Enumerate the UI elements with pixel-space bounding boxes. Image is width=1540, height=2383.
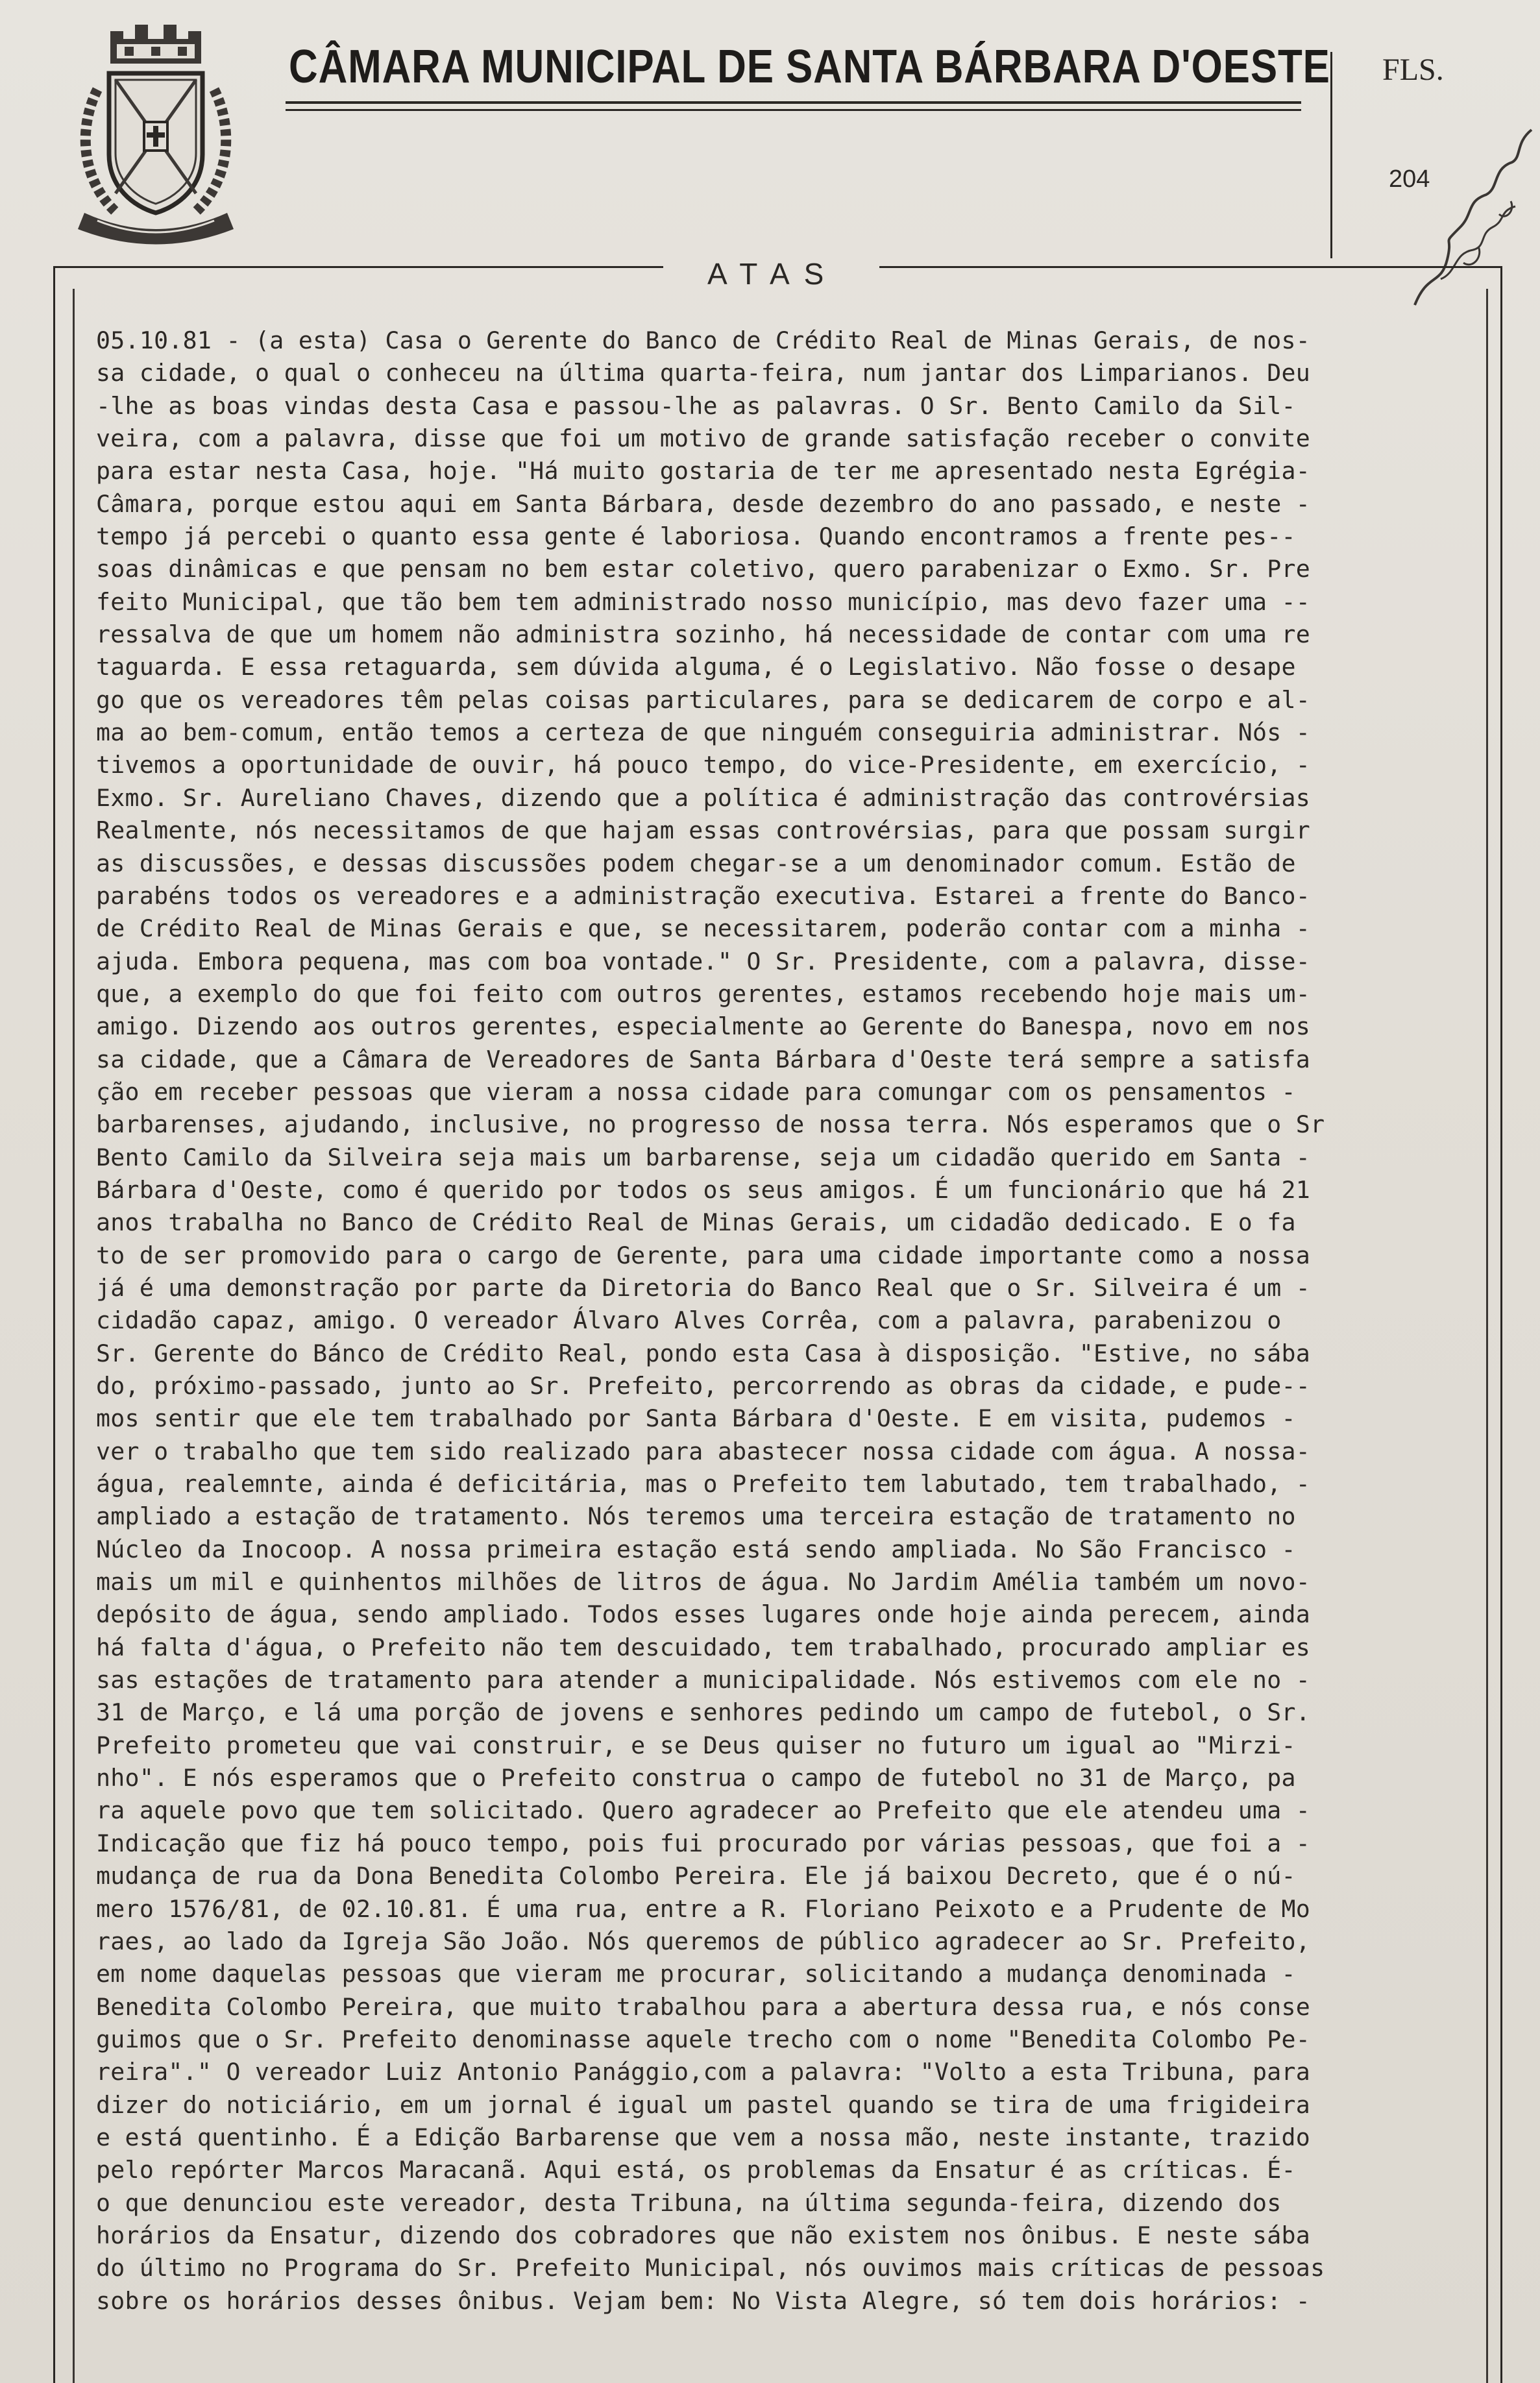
text-line: feito Municipal, que tão bem tem administrado nosso município, mas devo fazer uma -- [96,587,1311,616]
handwritten-signature [1402,123,1538,318]
folio-label: FLS. [1382,53,1444,87]
text-line: Exmo. Sr. Aureliano Chaves, dizendo que a política é administração das controvérsias [96,783,1311,812]
text-line: pelo repórter Marcos Maracanã. Aqui está, os problemas da Ensatur é as críticas. É- [96,2156,1296,2184]
text-line: 05.10.81 - (a esta) Casa o Gerente do Banco de Crédito Real de Minas Gerais, de nos- [96,326,1311,354]
text-line: Bento Camilo da Silveira seja mais um barbarense, seja um cidadão querido em Santa - [96,1143,1311,1171]
text-line: amigo. Dizendo aos outros gerentes, especialmente ao Gerente do Banespa, novo em nos [96,1012,1311,1041]
text-line: sa cidade, que a Câmara de Vereadores de Santa Bárbara d'Oeste terá sempre a satisfa [96,1045,1311,1073]
text-line: ampliado a estação de tratamento. Nós teremos uma terceira estação de tratamento no [96,1502,1296,1531]
frame-border [53,266,663,268]
text-line: go que os vereadores têm pelas coisas particulares, para se dedicarem de corpo e al- [96,685,1311,714]
text-line: horários da Ensatur, dizendo dos cobradores que não existem nos ônibus. E neste sába [96,2221,1311,2249]
frame-border [879,266,1502,268]
text-line: Benedita Colombo Pereira, que muito trabalhou para a abertura dessa rua, e nós conse [96,1992,1311,2021]
title-rule [286,109,1301,111]
text-line: Câmara, porque estou aqui em Santa Bárbara, desde dezembro do ano passado, e neste - [96,489,1311,518]
title-rule [286,101,1301,104]
text-line: mos sentir que ele tem trabalhado por Santa Bárbara d'Oeste. E em visita, pudemos - [96,1404,1296,1433]
folio-divider [1330,52,1332,258]
text-line: o que denunciou este vereador, desta Tribuna, na última segunda-feira, dizendo dos [96,2188,1282,2217]
text-line: anos trabalha no Banco de Crédito Real de Minas Gerais, um cidadão dedicado. E o fa [96,1208,1296,1237]
text-line: já é uma demonstração por parte da Diretoria do Banco Real que o Sr. Silveira é um - [96,1273,1311,1302]
text-line: de Crédito Real de Minas Gerais e que, se necessitarem, poderão contar com a minha - [96,914,1311,943]
text-line: do último no Programa do Sr. Prefeito Municipal, nós ouvimos mais críticas de pessoas [96,2254,1325,2282]
text-line: veira, com a palavra, disse que foi um motivo de grande satisfação receber o convite [96,424,1311,453]
text-line: mais um mil e quinhentos milhões de litros de água. No Jardim Amélia também um novo- [96,1568,1311,1596]
text-line: do, próximo-passado, junto ao Sr. Prefeito, percorrendo as obras da cidade, e pude-- [96,1372,1311,1400]
text-line: Indicação que fiz há pouco tempo, pois fui procurado por várias pessoas, que foi a - [96,1829,1311,1857]
folio-number: 204 [1389,165,1430,193]
text-line: sobre os horários desses ônibus. Vejam bem: No Vista Alegre, só tem dois horários: - [96,2286,1311,2315]
minutes-text [96,324,1511,2317]
text-line: ma ao bem-comum, então temos a certeza de que ninguém conseguiria administrar. Nós - [96,718,1311,747]
text-line: ajuda. Embora pequena, mas com boa vontade." O Sr. Presidente, com a palavra, disse- [96,947,1311,975]
margin-line [73,289,75,2383]
text-line: tivemos a oportunidade de ouvir, há pouco tempo, do vice-Presidente, em exercício, - [96,751,1311,779]
text-line: parabéns todos os vereadores e a administração executiva. Estarei a frente do Banco- [96,881,1311,910]
text-line: depósito de água, sendo ampliado. Todos esses lugares onde hoje ainda perecem, ainda [96,1600,1311,1629]
text-line: água, realemnte, ainda é deficitária, mas o Prefeito tem labutado, tem trabalhado, - [96,1470,1311,1498]
text-line: e está quentinho. É a Edição Barbarense que vem a nossa mão, neste instante, trazido [96,2123,1311,2151]
text-line: cidadão capaz, amigo. O vereador Álvaro Alves Corrêa, com a palavra, parabenizou o [96,1306,1282,1335]
text-line: Núcleo da Inocoop. A nossa primeira estação está sendo ampliada. No São Francisco - [96,1535,1296,1563]
text-line: ra aquele povo que tem solicitado. Quero agradecer ao Prefeito que ele atendeu uma - [96,1796,1311,1825]
text-line: ver o trabalho que tem sido realizado para abastecer nossa cidade com água. A nossa- [96,1437,1311,1465]
text-line: sa cidade, o qual o conheceu na última quarta-feira, num jantar dos Limparianos. Deu [96,359,1311,387]
text-line: tempo já percebi o quanto essa gente é laboriosa. Quando encontramos a frente pes-- [96,522,1296,551]
municipal-crest-icon [71,18,240,252]
text-line: há falta d'água, o Prefeito não tem descuidado, tem trabalhado, procurado ampliar es [96,1633,1311,1661]
text-line: que, a exemplo do que foi feito com outros gerentes, estamos recebendo hoje mais um- [96,979,1311,1008]
text-line: Sr. Gerente do Bánco de Crédito Real, pondo esta Casa à disposição. "Estive, no sába [96,1339,1311,1367]
text-line: mudança de rua da Dona Benedita Colombo Pereira. Ele já baixou Decreto, que é o nú- [96,1862,1296,1890]
text-line: raes, ao lado da Igreja São João. Nós queremos de público agradecer ao Sr. Prefeito, [96,1927,1311,1955]
text-line: Realmente, nós necessitamos de que hajam essas controvérsias, para que possam surgir [96,816,1311,845]
text-line: taguarda. E essa retaguarda, sem dúvida alguma, é o Legislativo. Não fosse o desape [96,653,1296,681]
text-line: soas dinâmicas e que pensam no bem estar coletivo, quero parabenizar o Exmo. Sr. Pre [96,555,1311,583]
text-line: em nome daquelas pessoas que vieram me procurar, solicitando a mudança denominada - [96,1960,1296,1988]
text-line: ressalva de que um homem não administra sozinho, há necessidade de contar com uma re [96,620,1311,649]
text-line: to de ser promovido para o cargo de Gerente, para uma cidade importante como a nossa [96,1241,1311,1269]
text-line: as discussões, e dessas discussões podem chegar-se a um denominador comum. Estão de [96,849,1296,877]
text-line: mero 1576/81, de 02.10.81. É uma rua, entre a R. Floriano Peixoto e a Prudente de Mo [96,1894,1311,1923]
text-line: para estar nesta Casa, hoje. "Há muito gostaria de ter me apresentado nesta Egrégia- [96,457,1311,485]
text-line: nho". E nós esperamos que o Prefeito construa o campo de futebol no 31 de Março, pa [96,1764,1296,1792]
text-line: -lhe as boas vindas desta Casa e passou-lhe as palavras. O Sr. Bento Camilo da Sil- [96,391,1296,420]
text-line: ção em receber pessoas que vieram a nossa cidade para comungar com os pensamentos - [96,1077,1296,1106]
text-line: reira"." O vereador Luiz Antonio Panággio,com a palavra: "Volto a esta Tribuna, para [96,2058,1311,2086]
text-line: guimos que o Sr. Prefeito denominasse aquele trecho com o nome "Benedita Colombo Pe- [96,2025,1311,2053]
section-heading: ATAS [707,257,838,291]
text-line: dizer do noticiário, em um jornal é igual um pastel quando se tira de uma frigideira [96,2090,1311,2119]
text-line: Prefeito prometeu que vai construir, e se Deus quiser no futuro um igual ao "Mirzi- [96,1731,1296,1759]
frame-border [53,266,55,2383]
text-line: 31 de Março, e lá uma porção de jovens e senhores pedindo um campo de futebol, o Sr. [96,1698,1311,1727]
text-line: Bárbara d'Oeste, como é querido por todos os seus amigos. É um funcionário que há 21 [96,1175,1311,1204]
institution-title: CÂMARA MUNICIPAL DE SANTA BÁRBARA D'OESTE [289,41,1330,93]
text-line: barbarenses, ajudando, inclusive, no progresso de nossa terra. Nós esperamos que o Sr [96,1110,1325,1139]
text-line: sas estações de tratamento para atender a municipalidade. Nós estivemos com ele no - [96,1666,1311,1694]
